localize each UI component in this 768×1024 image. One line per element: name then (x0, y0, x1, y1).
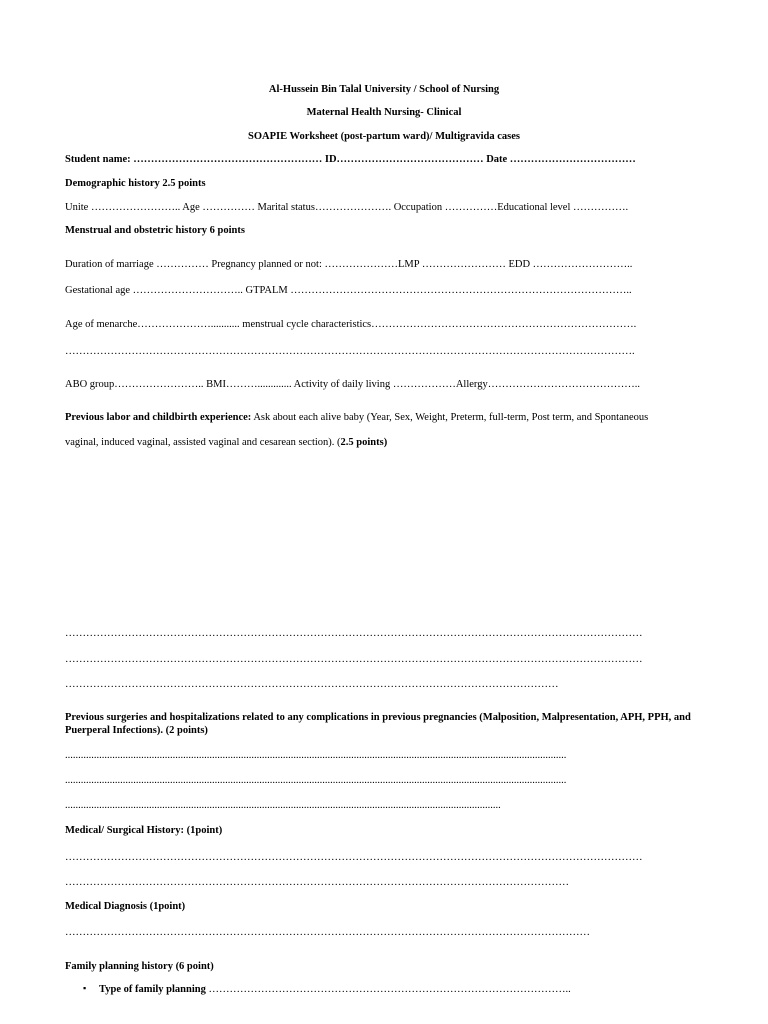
medical-answer-line-2[interactable]: ……………………………………………………………………………………………………………………………… (65, 877, 569, 888)
surgeries-heading: Previous surgeries and hospitalizations related to any complications in previous pregnancies (Malposition, Malpresentation, APH, PPH, and Puerperal Infections). (2 points) (65, 712, 691, 736)
menstrual-heading: Menstrual and obstetric history 6 points (65, 225, 245, 236)
demographic-fields[interactable]: Unite …………………….. Age …………… Marital status…………………. Occupation ……………Educational level ……………. (65, 202, 629, 213)
family-planning-type-field[interactable]: ………………………………………………………………………………………….. (205, 984, 571, 995)
labor-line-2 (65, 436, 387, 449)
surgeries-answer-line-2[interactable]: ............................................................................................................................................................................................... (65, 775, 567, 786)
surgeries-answer-line-3[interactable]: ...................................................................................................................................................................... (65, 800, 501, 811)
diagnosis-heading: Medical Diagnosis (1point) (65, 901, 186, 912)
header-worksheet-title: SOAPIE Worksheet (post-partum ward)/ Multigravida cases (248, 131, 520, 142)
student-name-field[interactable]: ……………………………………………… (133, 154, 323, 165)
menstrual-line-marriage[interactable]: Duration of marriage …………… Pregnancy planned or not: …………………LMP …………………… EDD ……………………….. (65, 259, 633, 270)
labor-points: 2.5 points) (340, 437, 388, 448)
family-planning-item (99, 983, 571, 996)
labor-instructions-1: Ask about each alive baby (Year, Sex, Weight, Preterm, full-term, Post term, and Spontaneous (251, 412, 649, 423)
labor-answer-line-1[interactable]: ………………………………………………………………………………………………………………………………………………… (65, 628, 643, 639)
family-planning-heading: Family planning history (6 point) (65, 961, 214, 972)
student-name-label: Student name: (65, 154, 131, 165)
menstrual-line-blank[interactable]: ………………………………………………………………………………………………………………………………………………. (65, 346, 635, 357)
menstrual-line-menarche[interactable]: Age of menarche…………………........... menstrual cycle characteristics…………………………………………………………………. (65, 319, 637, 330)
labor-heading: Previous labor and childbirth experience: (65, 412, 252, 423)
surgeries-answer-line-1[interactable]: ............................................................................................................................................................................................... (65, 750, 567, 761)
date-field[interactable]: Date ……………………………… (486, 154, 636, 165)
labor-answer-line-2[interactable]: ………………………………………………………………………………………………………………………………………………… (65, 654, 643, 665)
student-id-field[interactable]: ID…………………………………… (324, 154, 484, 165)
menstrual-line-abo[interactable]: ABO group…………………….. BMI………............. Activity of daily living ………………Allergy…………………………………….. (65, 379, 640, 390)
header-course: Maternal Health Nursing- Clinical (306, 107, 462, 118)
demographic-heading: Demographic history 2.5 points (65, 178, 206, 189)
labor-instructions-2: vaginal, induced vaginal, assisted vaginal and cesarean section). ( (65, 437, 341, 448)
labor-line-1 (65, 411, 648, 424)
menstrual-line-gestational[interactable]: Gestational age ………………………….. GTPALM …………………………………………………………………………………….. (65, 285, 632, 296)
medical-answer-line-1[interactable]: ………………………………………………………………………………………………………………………………………………… (65, 852, 643, 863)
header-university: Al-Hussein Bin Talal University / School of Nursing (268, 84, 500, 95)
family-planning-type-label: Type of family planning (99, 984, 206, 995)
student-info-line (65, 153, 636, 166)
medical-history-heading: Medical/ Surgical History: (1point) (65, 825, 223, 836)
labor-answer-line-3[interactable]: …………………………………………………………………………………………………………………………… (65, 679, 559, 690)
bullet-icon: ▪ (83, 983, 87, 993)
diagnosis-answer-line-1[interactable]: …………………………………………………………………………………………………………………………………… (65, 927, 590, 938)
